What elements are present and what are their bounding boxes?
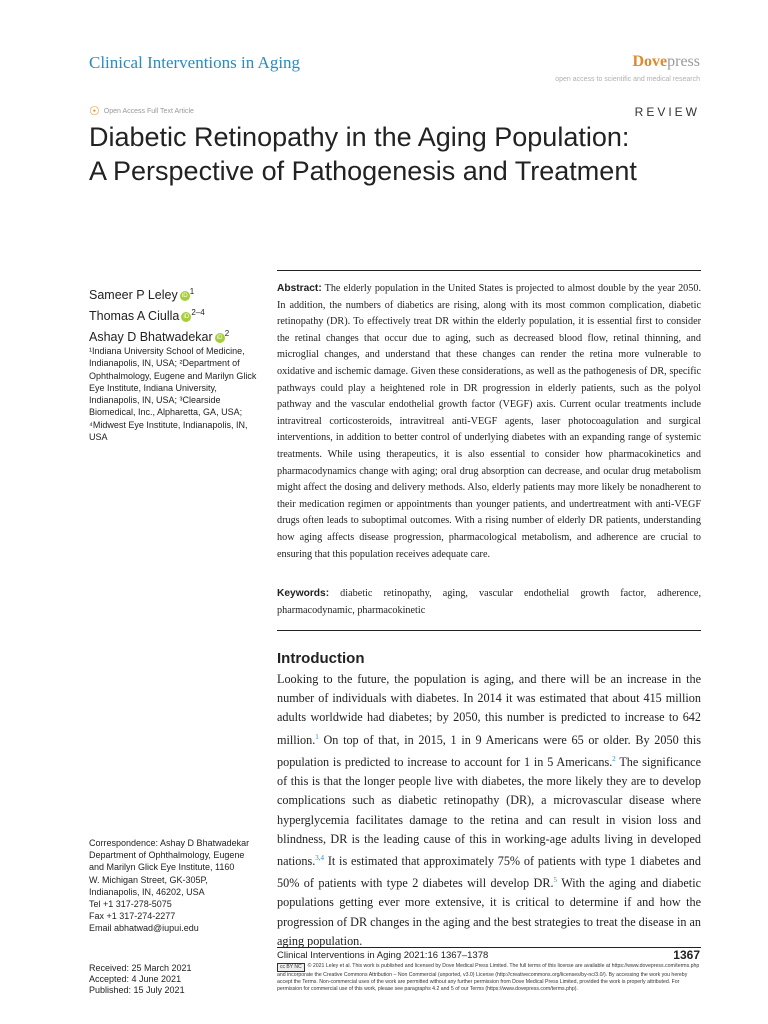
cc-license-icon[interactable]: cc BY NC	[277, 963, 305, 972]
published-date: Published: 15 July 2021	[89, 985, 185, 995]
intro-text-5: With the aging and diabetic populations getting ever more extensive, it is critical to determine if and how the progression of DR changes in the aging and the best strategies to treat the disease in an aging population.	[277, 876, 701, 948]
correspondence-line: and Marilyn Glick Eye Institute, 1160	[89, 862, 235, 873]
publisher-name-a: Dove	[632, 53, 668, 70]
accepted-date: Accepted: 4 June 2021	[89, 974, 182, 984]
correspondence-line: Department of Ophthalmology, Eugene	[89, 850, 245, 861]
correspondence-line: Fax +1 317-274-2277	[89, 911, 176, 922]
correspondence-block	[89, 837, 264, 935]
orcid-icon[interactable]: iD	[215, 333, 225, 343]
intro-text-3: The significance of this is that the longer people live with diabetes, the more likely they are to develop complications such as diabetic retinopathy (DR), a microvascular disease where hyperglycemia facilitates damage to the retina and can result in vision loss and blindness, DR is the leading cause of this in working-age adults living in developed nations.	[277, 754, 701, 869]
intro-text-4: It is estimated that approximately 75% of patients with type 1 diabetes and 50% of patients with type 2 diabetes will develop DR.	[277, 854, 701, 891]
abstract-text: The elderly population in the United States is projected to almost double by the year 2050. In addition, the numbers of diabetics are rising, along with its most common complication, diabetic retinopathy (DR). To effectively treat DR within the elderly population, it is essential first to consider the retinal changes that occur due to aging, such as decreased blood flow, retinal thinning, and microglial changes, and understand that these changes can render the retina more vulnerable to oxidative and ischemic damage. Given these considerations, as well as the pathogenesis of DR, specific pathways could play a heightened role in DR progression in elderly patients, such as the polyol pathway and the vascular endothelial growth factor (VEGF) axis. Current ocular treatments include intravitreal corticosteroids, intravitreal anti-VEGF agents, laser photocoagulation and surgical interventions, in addition to better control of underlying diabetes with an expanding range of systemic treatments. While using therapeutics, it is also essential to consider how pharmacokinetics and pharmacodynamics change with aging; oral drug absorption can decrease, and ocular drug metabolism might affect the dosing and delivery methods. Also, elderly patients may more likely be nonadherent to their medication regimen or appointments than younger patients, and undertreatment with anti-VEGF drugs often leads to suboptimal outcomes. With a rising number of elderly DR patients, understanding how aging affects disease progression, pharmacological metabolism, and adherence are crucial to ensuring that this population receives adequate care.	[277, 283, 701, 560]
correspondence-line: Correspondence: Ashay D Bhatwadekar	[89, 838, 250, 848]
footer-rule	[277, 947, 701, 948]
author-affil-sup: 2–4	[191, 308, 205, 318]
author-affil-sup: 1	[189, 287, 195, 296]
article-title	[89, 120, 709, 188]
article-type: REVIEW	[634, 105, 700, 119]
orcid-icon[interactable]: iD	[181, 312, 191, 322]
title-line-1: Diabetic Retinopathy in the Aging Population:	[89, 122, 630, 152]
keywords-label: Keywords:	[277, 588, 330, 599]
author-name[interactable]: Ashay D Bhatwadekar	[89, 330, 213, 345]
citation-ref[interactable]: 1	[315, 732, 319, 741]
author-name[interactable]: Sameer P Leley	[89, 288, 178, 303]
open-access-label	[89, 104, 194, 118]
author-affil-sup: 2	[224, 329, 230, 339]
abstract-top-rule	[277, 270, 701, 271]
license-block	[277, 963, 701, 993]
correspondence-line: Tel +1 317-278-5075	[89, 899, 172, 910]
author-1	[89, 283, 229, 304]
title-line-2: A Perspective of Pathogenesis and Treatment	[89, 156, 637, 186]
introduction-paragraph	[277, 670, 701, 951]
correspondence-email[interactable]: Email abhatwad@iupui.edu	[89, 923, 199, 934]
open-access-lock-icon: ☉	[89, 104, 100, 118]
received-date: Received: 25 March 2021	[89, 963, 192, 973]
page-number: 1367	[673, 948, 700, 962]
correspondence-line: W. Michigan Street, GK-305P,	[89, 874, 208, 885]
publisher-logo[interactable]	[632, 53, 700, 71]
intro-text-2: On top of that, in 2015, 1 in 9 Americans were 65 or older. By 2050 this population is predicted to increase to account for 1 in 5 Americans.	[277, 732, 701, 769]
author-list	[89, 283, 229, 346]
footer-citation[interactable]: Clinical Interventions in Aging 2021:16 1367–1378	[277, 950, 489, 961]
publisher-name-b: press	[667, 53, 700, 70]
abstract	[277, 281, 701, 563]
abstract-label: Abstract:	[277, 283, 322, 294]
correspondence-line: Indianapolis, IN, 46202, USA	[89, 886, 205, 897]
section-heading-introduction: Introduction	[277, 650, 365, 667]
citation-ref[interactable]: 2	[612, 754, 616, 763]
author-name[interactable]: Thomas A Ciulla	[89, 309, 180, 324]
citation-ref[interactable]: 3,4	[315, 853, 325, 862]
orcid-icon[interactable]: iD	[180, 291, 190, 301]
journal-name[interactable]: Clinical Interventions in Aging	[89, 53, 301, 72]
author-2	[89, 304, 229, 325]
article-history	[89, 963, 192, 996]
open-access-text: Open Access Full Text Article	[103, 107, 194, 115]
citation-ref[interactable]: 5	[553, 876, 558, 885]
keywords-text: diabetic retinopathy, aging, vascular endothelial growth factor, adherence, pharmacodynamic, pharmacokinetic	[277, 588, 701, 616]
intro-text-1: Looking to the future, the population is aging, and there will be an increase in the number of individuals with diabetes. In 2014 it was estimated that about 415 million adults worldwide had diabetes; by 2050, this number is predicted to increase to 642 million.	[277, 672, 701, 747]
keywords	[277, 586, 701, 619]
abstract-bottom-rule	[277, 630, 701, 631]
license-text: © 2021 Leley et al. This work is published and licensed by Dove Medical Press Limited. The full terms of this license are available at https://www.dovepress.com/terms.php and incorporate the Creative Commons Attribution – Non Commercial (unported, v3.0) License (http://creativecommons.org/licenses/by-nc/3.0/). By accessing the work you hereby accept the Terms. Non-commercial uses of the work are permitted without any further permission from Dove Medical Press Limited, provided the work is properly attributed. For permission for commercial use of this work, please see paragraphs 4.2 and 5 of our Terms (https://www.dovepress.com/terms.php).	[277, 963, 700, 992]
publisher-tagline: open access to scientific and medical research	[555, 76, 700, 83]
affiliations: ¹Indiana University School of Medicine, Indianapolis, IN, USA; ²Department of Ophthalmology, Eugene and Marilyn Glick Eye Institute, Indiana University, Indianapolis, IN, USA; ³Clearside Biomedical, Inc., Alpharetta, GA, USA; ⁴Midwest Eye Institute, Indianapolis, IN, USA	[89, 346, 257, 443]
author-3	[89, 325, 229, 346]
